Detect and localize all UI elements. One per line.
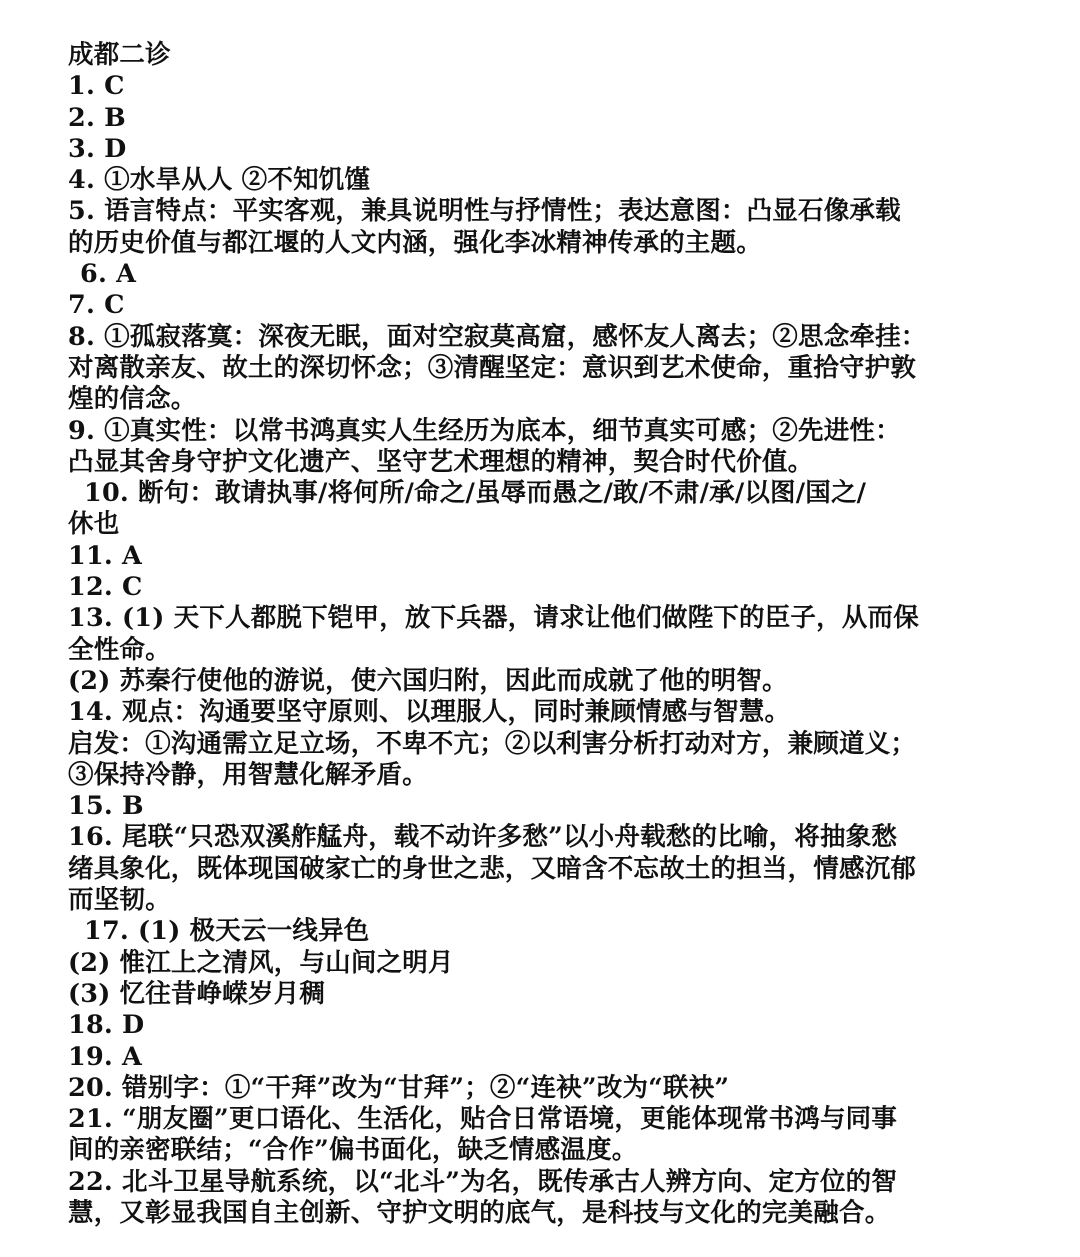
answer-line: 8. ①孤寂落寞：深夜无眠，面对空寂莫高窟，感怀友人离去；②思念牵挂： — [68, 321, 927, 352]
answer-line: 休也 — [68, 509, 120, 540]
answer-line: 而坚韧。 — [68, 885, 171, 916]
answer-line: 15. B — [68, 791, 144, 822]
answer-line: 对离散亲友、故土的深切怀念；③清醒坚定：意识到艺术使命，重拾守护敦 — [68, 352, 917, 383]
answer-document — [68, 40, 1028, 1229]
answer-line: 21. “朋友圈”更口语化、生活化，贴合日常语境，更能体现常书鸿与同事 — [68, 1104, 898, 1135]
answer-line: 间的亲密联结；“合作”偏书面化，缺乏情感温度。 — [68, 1135, 638, 1166]
answer-line: 19. A — [68, 1041, 143, 1072]
answer-line: (2) 惟江上之清风，与山间之明月 — [68, 947, 454, 978]
answer-line: 煌的信念。 — [68, 384, 197, 415]
answer-line: 13. (1) 天下人都脱下铠甲，放下兵器，请求让他们做陛下的臣子，从而保 — [68, 603, 919, 634]
answer-line: 6. A — [80, 259, 137, 290]
answer-line: 3. D — [68, 133, 127, 164]
answer-line: 22. 北斗卫星导航系统，以“北斗”为名，既传承古人辨方向、定方位的智 — [68, 1166, 898, 1197]
answer-line: 2. B — [68, 102, 126, 133]
answer-line: 慧，又彰显我国自主创新、守护文明的底气，是科技与文化的完美融合。 — [68, 1197, 891, 1228]
answer-line: 全性命。 — [68, 634, 171, 665]
answer-line: 5. 语言特点：平实客观，兼具说明性与抒情性；表达意图：凸显石像承载 — [68, 196, 901, 227]
answer-line: 14. 观点：沟通要坚守原则、以理服人，同时兼顾情感与智慧。 — [68, 697, 791, 728]
answer-line: 的历史价值与都江堰的人文内涵，强化李冰精神传承的主题。 — [68, 227, 762, 258]
answer-line: (3) 忆往昔峥嵘岁月稠 — [68, 978, 326, 1009]
answer-line: 20. 错别字：①“干拜”改为“甘拜”；②“连袂”改为“联袂” — [68, 1072, 730, 1103]
answer-line: 17. (1) 极天云一线异色 — [84, 916, 370, 947]
answer-line: ③保持冷静，用智慧化解矛盾。 — [68, 759, 428, 790]
answer-line: 1. C — [68, 71, 125, 102]
answer-line: (2) 苏秦行使他的游说，使六国归附，因此而成就了他的明智。 — [68, 665, 788, 696]
answer-line: 9. ①真实性：以常书鸿真实人生经历为底本，细节真实可感；②先进性： — [68, 415, 901, 446]
answer-line: 10. 断句：敢请执事/将何所/命之/虽辱而愚之/敢/不肃/承/以图/国之/ — [84, 478, 867, 509]
answer-line: 凸显其舍身守护文化遗产、坚守艺术理想的精神，契合时代价值。 — [68, 446, 814, 477]
answer-line: 4. ①水旱从人 ②不知饥馑 — [68, 165, 371, 196]
answer-line: 启发：①沟通需立足立场，不卑不亢；②以利害分析打动对方，兼顾道义； — [68, 728, 917, 759]
answer-line: 12. C — [68, 572, 143, 603]
answer-line: 绪具象化，既体现国破家亡的身世之悲，又暗含不忘故土的担当，情感沉郁 — [68, 853, 917, 884]
answer-line: 18. D — [68, 1010, 145, 1041]
answer-line: 7. C — [68, 290, 125, 321]
answer-line: 11. A — [68, 540, 143, 571]
document-title: 成都二诊 — [68, 40, 171, 70]
answer-line: 16. 尾联“只恐双溪舴艋舟，载不动许多愁”以小舟载愁的比喻，将抽象愁 — [68, 822, 898, 853]
